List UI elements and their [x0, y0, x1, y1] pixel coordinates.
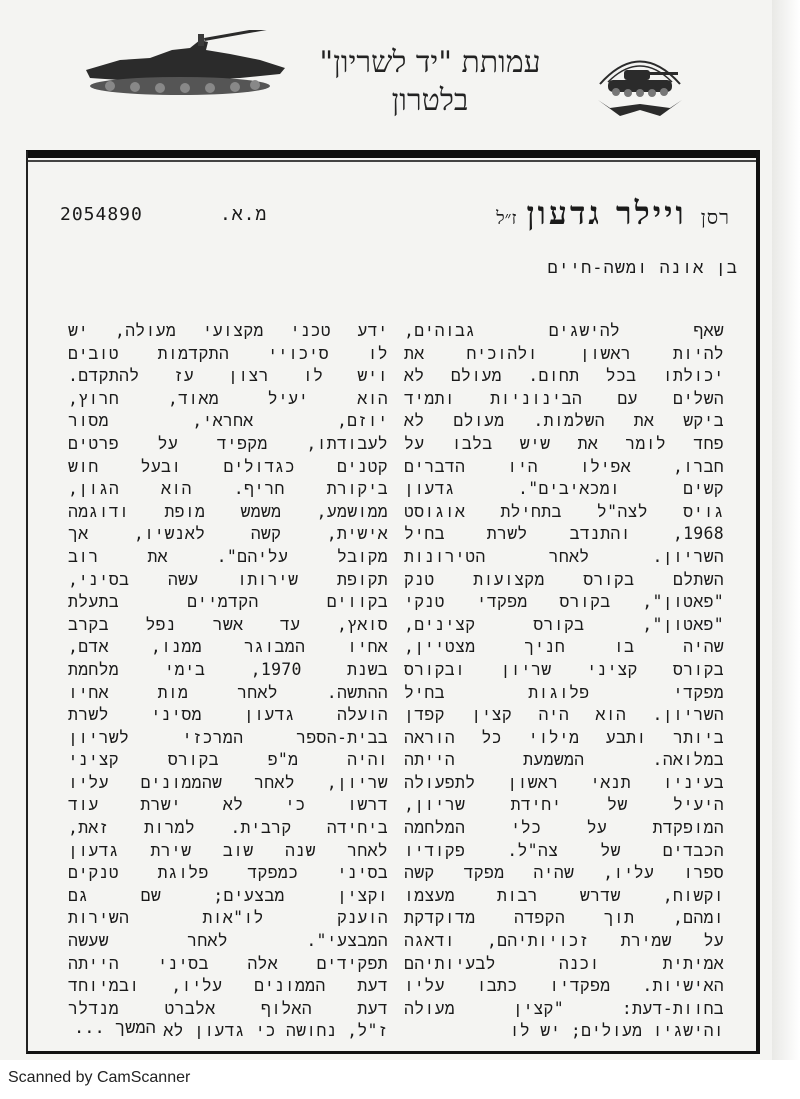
text-line: ביחידה קרבית. למרות זאת, — [68, 818, 388, 838]
soldier-name-row — [60, 194, 730, 238]
text-line: ביותר ותבע מילוי כל הוראה — [404, 727, 724, 747]
parents-line: בן אונה ומשה-חיים — [547, 258, 738, 278]
text-line: 1968, והתנדב לשרת בחיל — [404, 524, 724, 544]
text-line: ממושמע, משמש מופת ודוגמה — [68, 501, 388, 521]
text-line: בעיניו תנאי ראשון לתפעולה — [404, 772, 724, 792]
text-line: דרשו כי לא ישרת עוד — [68, 795, 388, 815]
text-line: שריון, לאחר שהממונים עליו — [68, 772, 388, 792]
text-line: היעיל של יחידת שריון, — [404, 795, 724, 815]
text-line: השריון. לאחר הטירונות — [404, 546, 724, 566]
org-title-line2: בלטרון — [391, 83, 469, 118]
text-line: ביקורת חריף. הוא הגון, — [68, 479, 388, 499]
text-line: ההתשה. לאחר מות אחיו — [68, 682, 388, 702]
text-line: ז"ל, נחושה כי גדעון לא — [163, 1021, 388, 1041]
text-line: על שמירת זכויותיהם, ודאגה — [404, 931, 724, 951]
armored-corps-emblem-icon — [590, 44, 690, 124]
organization-title — [300, 44, 560, 120]
soldier-rank: רסן — [700, 205, 730, 229]
text-line: הוענק לו"אות השירות — [68, 908, 388, 928]
text-line: "פאטון", בקורס מפקדי טנקי — [404, 592, 724, 612]
text-line: גויס לצה"ל בתחילת אוגוסט — [404, 501, 724, 521]
text-line: בבית-הספר המרכזי לשריון — [68, 727, 388, 747]
text-line: השתלם בקורס מקצועות טנק — [404, 569, 724, 589]
text-line: והישגיו מעולים; יש לו — [509, 1021, 724, 1041]
page-edge-shadow — [772, 0, 800, 1060]
text-line: חברו, אפילו היו הדברים — [404, 456, 724, 476]
soldier-full-name — [496, 194, 730, 232]
text-line: בשנת 1970, בימי מלחמת — [68, 659, 388, 679]
text-line: הוא יעיל מאוד, חרוץ, — [68, 388, 388, 408]
text-line: "פאטון", בקורס קצינים, — [404, 614, 724, 634]
text-line: לאחר שנה שוב שירת גדעון — [68, 840, 388, 860]
text-line: יוזם, אחראי, מסור — [68, 411, 388, 431]
text-line: אישית, קשה לאנשיו, אך — [68, 524, 388, 544]
text-line: קטנים כגדולים ובעל חוש — [68, 456, 388, 476]
text-line: בחוות-דעת: "קצין מעולה — [404, 998, 724, 1018]
text-line: אמיתית וכנה לבעיותיהם — [404, 953, 724, 973]
text-line: השלים עם הבינוניות ותמיד — [404, 388, 724, 408]
text-line: האישיות. מפקדיו כתבו עליו — [404, 976, 724, 996]
text-line: יכולתו בכל תחום. מעולם לא — [404, 366, 724, 386]
text-line: וקצין מבצעים; שם גם — [68, 885, 388, 905]
text-line: קשים ומכאיבים". גדעון — [404, 479, 724, 499]
tank-silhouette-icon — [80, 30, 290, 102]
text-line: תפקידים אלה בסיני הייתה — [68, 953, 388, 973]
org-title-line1: עמותת "יד לשריון" — [319, 45, 541, 80]
text-line: וקשוח, שדרש רבות מעצמו — [404, 885, 724, 905]
continued-marker: המשך ... — [74, 1018, 156, 1038]
text-line: מפקדי פלוגות בחיל — [404, 682, 724, 702]
soldier-name: ויילר גדעון — [526, 194, 687, 232]
text-line: הועלה גדעון מסיני לשרת — [68, 705, 388, 725]
memorial-suffix: ז״ל — [496, 208, 517, 229]
text-line: המופקדת על כלי המלחמה — [404, 818, 724, 838]
text-line: תקופת שירותו עשה בסיני, — [68, 569, 388, 589]
text-line: ומהם, תוך הקפדה מדוקדקת — [404, 908, 724, 928]
service-id-label: מ.א. — [220, 204, 268, 225]
text-line: והיה מ"פ בקורס קציני — [68, 750, 388, 770]
text-line: בסיני כמפקד פלוגת טנקים — [68, 863, 388, 883]
text-line: ידע טכני מקצועי מעולה, יש — [68, 321, 388, 340]
text-line: הכבדים של צה"ל. פקודיו — [404, 840, 724, 860]
biography-column-left — [68, 320, 388, 1043]
text-line: לעבודתו, מקפיד על פרטים — [68, 433, 388, 453]
text-line: סואץ, עד אשר נפל בקרב — [68, 614, 388, 634]
biography-column-right — [404, 320, 724, 1043]
text-line: ספרו עליו, שהיה מפקד קשה — [404, 863, 724, 883]
text-line: פחד לומר את שיש בלבו על — [404, 433, 724, 453]
text-line: המבצעי". לאחר שעשה — [68, 931, 388, 951]
text-line: ביקש את השלמות. מעולם לא — [404, 411, 724, 431]
text-line: דעת הממונים עליו, ובמיוחד — [68, 976, 388, 996]
text-line: במלואה. המשמעת הייתה — [404, 750, 724, 770]
text-line: בקווים הקדמיים בתעלת — [68, 592, 388, 612]
service-id-number: 2054890 — [60, 204, 143, 225]
text-line: אחיו המבוגר ממנו, אדם, — [68, 637, 388, 657]
text-line: שהיה בו חניך מצטיין, — [404, 637, 724, 657]
text-line: מקובל עליהם". את רוב — [68, 546, 388, 566]
text-line: בקורס קציני שריון ובקורס — [404, 659, 724, 679]
text-line: השריון. הוא היה קצין קפדן — [404, 705, 724, 725]
text-line: ויש לו רצון עז להתקדם. — [68, 366, 388, 386]
text-line: לו סיכויי התקדמות טובים — [68, 343, 388, 363]
text-line: דעת האלוף אלברט מנדלר — [68, 998, 388, 1018]
scanner-watermark: Scanned by CamScanner — [8, 1069, 191, 1086]
text-line: להיות ראשון ולהוכיח את — [404, 343, 724, 363]
text-line: שאף להישגים גבוהים, — [404, 321, 724, 340]
